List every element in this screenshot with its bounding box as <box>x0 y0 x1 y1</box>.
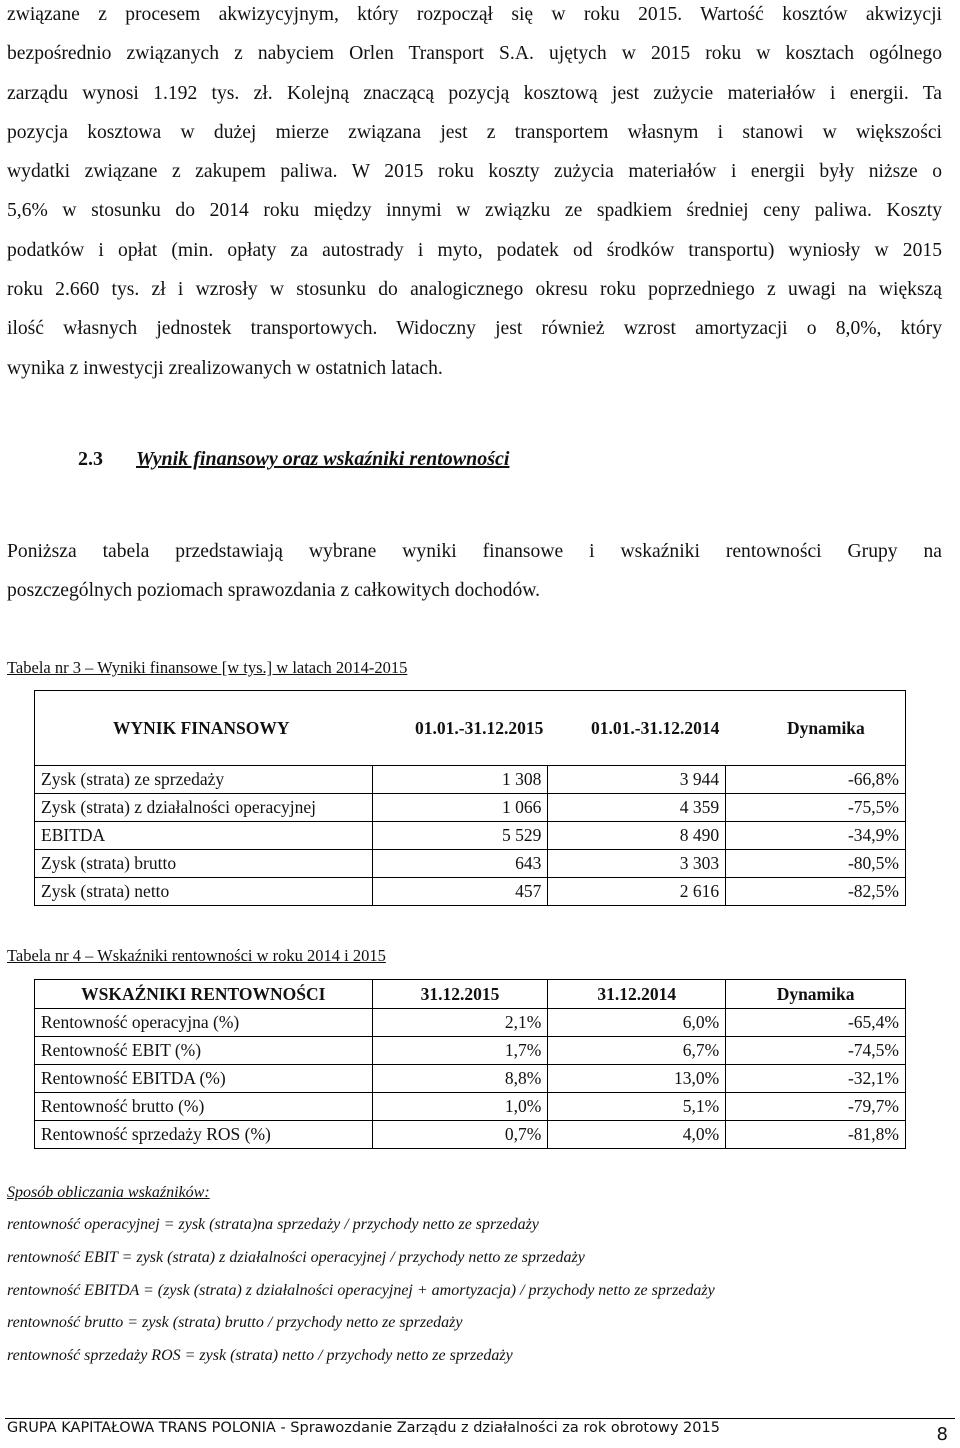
paragraph-intro <box>7 532 942 611</box>
table-cell: 8 490 <box>548 822 726 850</box>
table-cell: 6,0% <box>548 1009 726 1037</box>
formula-line: rentowność sprzedaży ROS = zysk (strata) netto / przychody netto ze sprzedaży <box>7 1347 513 1364</box>
table-cell: 3 303 <box>548 850 726 878</box>
table-cell: EBITDA <box>35 822 373 850</box>
table-row <box>35 1065 906 1093</box>
table-header-row <box>35 980 906 1009</box>
table-cell: -80,5% <box>726 850 906 878</box>
table-cell: 4 359 <box>548 794 726 822</box>
section-heading <box>78 448 509 471</box>
page-number: 8 <box>936 1424 948 1445</box>
text-line: pozycja kosztowa w dużej mierze związana jest z transportem własnym i stanowi w większości <box>7 121 942 143</box>
table-cell: -82,5% <box>726 878 906 906</box>
formula-line: rentowność operacyjnej = zysk (strata)na sprzedaży / przychody netto ze sprzedaży <box>7 1216 539 1233</box>
table-cell: -32,1% <box>726 1065 906 1093</box>
table-cell: 2,1% <box>372 1009 548 1037</box>
table-cell: 6,7% <box>548 1037 726 1065</box>
table-header-cell: Dynamika <box>726 980 906 1009</box>
table-cell: -79,7% <box>726 1093 906 1121</box>
section-number: 2.3 <box>78 448 103 470</box>
table-cell: 1 308 <box>372 766 548 794</box>
table3-header-cell: WYNIK FINANSOWY <box>113 718 290 738</box>
table-cell: Rentowność EBIT (%) <box>35 1037 373 1065</box>
table-header-cell: WSKAŹNIKI RENTOWNOŚCI <box>35 980 373 1009</box>
table-cell: 5 529 <box>372 822 548 850</box>
text-line: zarządu wynosi 1.192 tys. zł. Kolejną znaczącą pozycją kosztową jest zużycie materiałów i energii. Ta <box>7 82 942 104</box>
text-line: poszczególnych poziomach sprawozdania z całkowitych dochodów. <box>7 580 541 602</box>
text-line: związane z procesem akwizycyjnym, który rozpoczął się w roku 2015. Wartość kosztów akwizycji <box>7 4 942 25</box>
table-cell: 0,7% <box>372 1121 548 1149</box>
paragraph-costs <box>7 0 942 388</box>
table-row <box>35 766 906 794</box>
text-line: roku 2.660 tys. zł i wzrosły w stosunku do analogicznego okresu roku poprzedniego z uwagi na większą <box>7 279 942 301</box>
table3-header-cell: 01.01.-31.12.2014 <box>591 718 720 738</box>
text-line: podatków i opłat (min. opłaty za autostrady i myto, podatek od środków transportu) wyniosły w 2015 <box>7 239 942 261</box>
table-cell: 4,0% <box>548 1121 726 1149</box>
table-cell: -81,8% <box>726 1121 906 1149</box>
table-row <box>35 878 906 906</box>
table-cell: Rentowność sprzedaży ROS (%) <box>35 1121 373 1149</box>
table-cell: 2 616 <box>548 878 726 906</box>
table-cell: 13,0% <box>548 1065 726 1093</box>
table-cell: Zysk (strata) ze sprzedaży <box>35 766 373 794</box>
table4 <box>34 979 906 1149</box>
table-row <box>35 1009 906 1037</box>
table-cell: 643 <box>372 850 548 878</box>
table-cell: 1 066 <box>372 794 548 822</box>
table-row <box>35 1121 906 1149</box>
text-line: 5,6% w stosunku do 2014 roku między innymi w związku ze spadkiem średniej ceny paliwa. Koszty <box>7 200 942 222</box>
table-row <box>35 1037 906 1065</box>
footer-divider <box>5 1418 955 1419</box>
table3 <box>34 765 906 906</box>
table-cell: 457 <box>372 878 548 906</box>
table-cell: Zysk (strata) brutto <box>35 850 373 878</box>
table-cell: Rentowność EBITDA (%) <box>35 1065 373 1093</box>
section-title: Wynik finansowy oraz wskaźniki rentowności <box>136 448 510 470</box>
footer-text: GRUPA KAPITAŁOWA TRANS POLONIA - Sprawozdanie Zarządu z działalności za rok obrotowy 2015 <box>7 1420 720 1436</box>
table-cell: -34,9% <box>726 822 906 850</box>
table-row <box>35 822 906 850</box>
table-header-cell: 31.12.2015 <box>372 980 548 1009</box>
table3-caption: Tabela nr 3 – Wyniki finansowe [w tys.] w latach 2014-2015 <box>7 658 408 677</box>
table-header-cell: 31.12.2014 <box>548 980 726 1009</box>
table-cell: -66,8% <box>726 766 906 794</box>
table-cell: 8,8% <box>372 1065 548 1093</box>
table-cell: Rentowność operacyjna (%) <box>35 1009 373 1037</box>
text-line: Poniższa tabela przedstawiają wybrane wyniki finansowe i wskaźniki rentowności Grupy na <box>7 541 942 562</box>
table-cell: -74,5% <box>726 1037 906 1065</box>
table-cell: -65,4% <box>726 1009 906 1037</box>
text-line: bezpośrednio związanych z nabyciem Orlen Transport S.A. ujętych w 2015 roku w kosztach ogólnego <box>7 43 942 65</box>
table-cell: 1,0% <box>372 1093 548 1121</box>
text-line: wydatki związane z zakupem paliwa. W 2015 roku koszty zużycia materiałów i energii były niższe o <box>7 161 942 183</box>
formula-line: rentowność brutto = zysk (strata) brutto / przychody netto ze sprzedaży <box>7 1314 463 1331</box>
table-cell: Rentowność brutto (%) <box>35 1093 373 1121</box>
table-cell: 5,1% <box>548 1093 726 1121</box>
table-cell: 1,7% <box>372 1037 548 1065</box>
table3-header <box>34 690 906 766</box>
table4-caption: Tabela nr 4 – Wskaźniki rentowności w roku 2014 i 2015 <box>7 946 386 965</box>
method-title: Sposób obliczania wskaźników: <box>7 1184 210 1201</box>
table-row <box>35 850 906 878</box>
table-row <box>35 1093 906 1121</box>
table-cell: Zysk (strata) netto <box>35 878 373 906</box>
table3-header-cell: Dynamika <box>787 718 865 738</box>
table-cell: -75,5% <box>726 794 906 822</box>
table-cell: 3 944 <box>548 766 726 794</box>
table-cell: Zysk (strata) z działalności operacyjnej <box>35 794 373 822</box>
formula-line: rentowność EBITDA = (zysk (strata) z działalności operacyjnej + amortyzacja) / przychody netto ze sprzedaży <box>7 1282 715 1299</box>
table-row <box>35 794 906 822</box>
text-line: ilość własnych jednostek transportowych. Widoczny jest również wzrost amortyzacji o 8,0%, który <box>7 318 942 340</box>
formula-line: rentowność EBIT = zysk (strata) z działalności operacyjnej / przychody netto ze sprzedaży <box>7 1249 585 1266</box>
table3-header-cell: 01.01.-31.12.2015 <box>415 718 544 738</box>
text-line: wynika z inwestycji zrealizowanych w ostatnich latach. <box>7 357 443 379</box>
